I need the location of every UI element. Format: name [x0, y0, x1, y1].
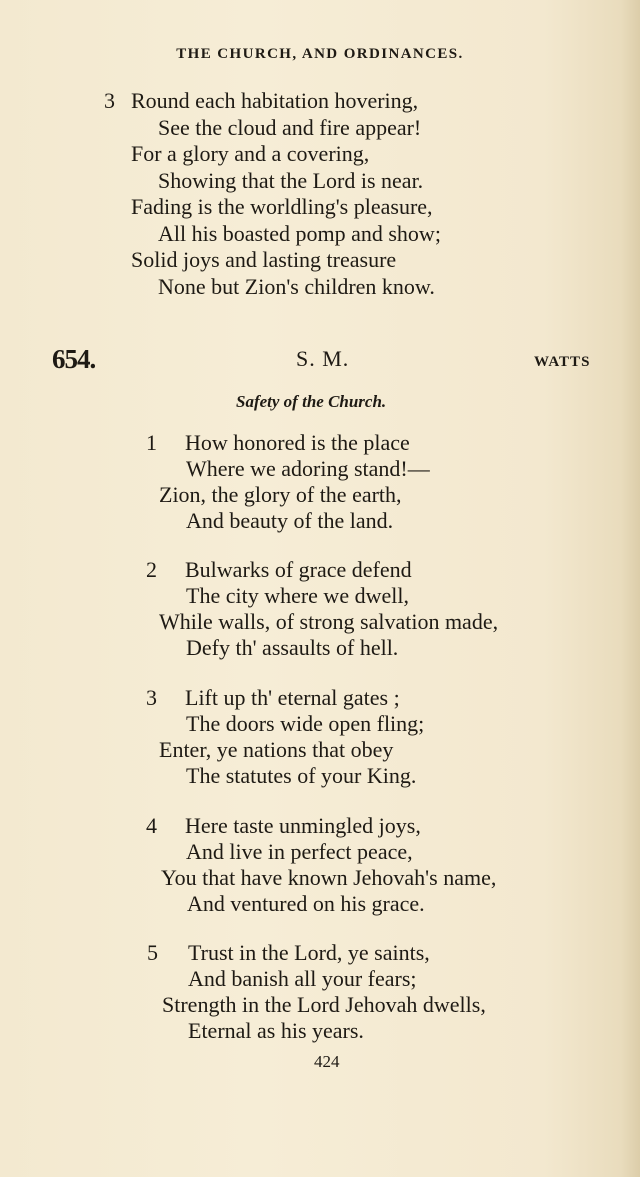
verse-line: And live in perfect peace,: [186, 839, 413, 864]
stanza-number: 3: [146, 685, 157, 710]
verse-line: Strength in the Lord Jehovah dwells,: [162, 992, 486, 1017]
verse-line: None but Zion's children know.: [158, 274, 435, 299]
verse-line: Here taste unmingled joys,: [185, 813, 421, 838]
hymn-number: 654.: [52, 344, 96, 374]
hymn-title: Safety of the Church.: [236, 392, 387, 411]
verse-line: Round each habitation hovering,: [131, 88, 419, 113]
verse-line: The statutes of your King.: [186, 763, 417, 788]
running-header: THE CHURCH, AND ORDINANCES.: [176, 46, 464, 62]
page-number: 424: [314, 1052, 340, 1071]
verse-line: Zion, the glory of the earth,: [159, 482, 402, 507]
verse-line: You that have known Jehovah's name,: [161, 865, 497, 890]
verse-line: The city where we dwell,: [186, 583, 409, 608]
verse-line: And banish all your fears;: [188, 966, 417, 991]
stanza-number: 4: [146, 813, 157, 838]
verse-line: Lift up th' eternal gates ;: [185, 685, 400, 710]
verse-line: Fading is the worldling's pleasure,: [131, 194, 433, 219]
stanza-number: 2: [146, 557, 157, 582]
verse-line: Trust in the Lord, ye saints,: [188, 940, 430, 965]
verse-line: Eternal as his years.: [188, 1018, 364, 1043]
verse-line: See the cloud and fire appear!: [158, 115, 422, 140]
verse-line: Enter, ye nations that obey: [159, 737, 394, 762]
hymn-meter: S. M.: [296, 346, 350, 371]
verse-line: Showing that the Lord is near.: [158, 168, 424, 193]
verse-line: Defy th' assaults of hell.: [186, 635, 399, 660]
verse-line: Solid joys and lasting treasure: [131, 247, 397, 272]
verse-line: The doors wide open fling;: [186, 711, 425, 736]
stanza-number: 3: [104, 88, 115, 113]
stanza-number: 1: [146, 430, 157, 455]
verse-line: Bulwarks of grace defend: [185, 557, 412, 582]
verse-line: For a glory and a covering,: [131, 141, 370, 166]
verse-line: And beauty of the land.: [186, 508, 394, 533]
stanza-number: 5: [147, 940, 158, 965]
verse-line: How honored is the place: [185, 430, 410, 455]
verse-line: And ventured on his grace.: [187, 891, 425, 916]
verse-line: All his boasted pomp and show;: [158, 221, 441, 246]
hymn-author: WATTS: [534, 354, 591, 370]
verse-line: While walls, of strong salvation made,: [159, 609, 499, 634]
verse-line: Where we adoring stand!—: [186, 456, 430, 481]
